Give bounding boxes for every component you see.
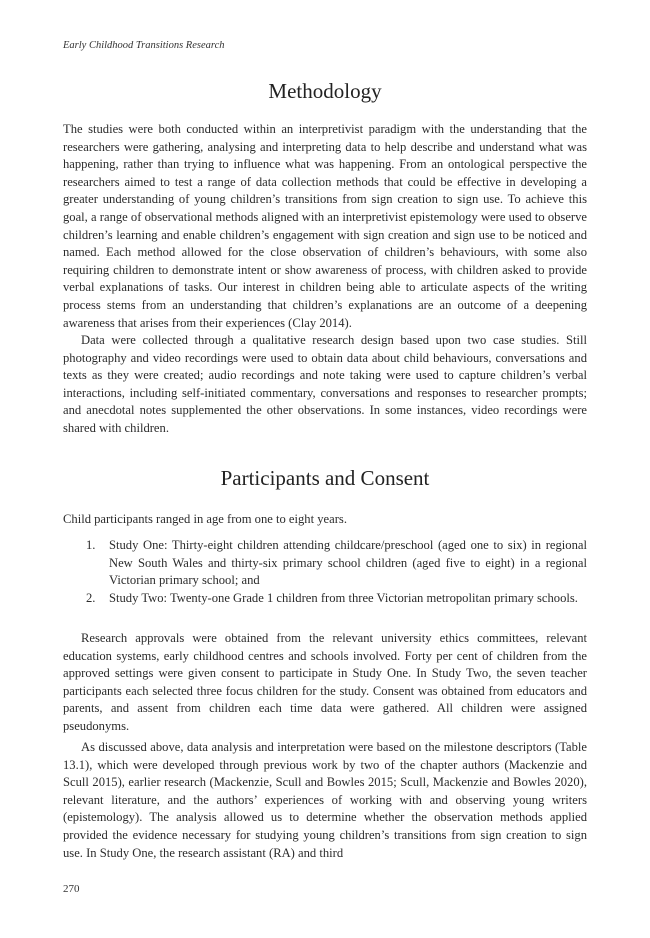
running-head: Early Childhood Transitions Research: [63, 40, 225, 51]
list-item-number: 1.: [86, 538, 96, 552]
list-item-text: Study One: Thirty-eight children attending childcare/preschool (aged one to six) in regional New South Wales and thirty-six primary school children (aged five to eight) in a regional Victorian primary school; and: [109, 538, 587, 588]
list-item: [63, 537, 587, 590]
methodology-paragraph-1: The studies were both conducted within an interpretivist paradigm with the understanding that the researchers were gathering, analysing and interpreting data to help describe and understand what was happening, rather than trying to influence what was happening. From an ontological perspective the researchers aimed to test a range of data collection methods that could be effective in developing a greater understanding of young children’s transitions from sign creation to sign use. To achieve this goal, a range of observational methods aligned with an interpretivist epistemology were used to observe children’s learning and enable children’s engagement with sign creation and sign use to be noticed and named. Each method allowed for the close observation of children’s behaviours, with some also requiring children to demonstrate intent or show awareness of process, with children asked to provide verbal explanations of tasks. Our interest in children being able to articulate aspects of the writing process stems from an understanding that children’s explanations are an outcome of a deepening awareness that arises from their experiences (Clay 2014).: [63, 122, 587, 330]
section-heading-participants: Participants and Consent: [220, 466, 430, 490]
list-item-number: 2.: [86, 590, 96, 605]
participants-paragraph-1: Research approvals were obtained from the relevant university ethics committees, relevant education systems, early childhood centres and schools involved. Forty per cent of children from the approved settings were given consent to participate in Study One. In Study Two, the seven teacher participants each selected three focus children for the study. Consent was obtained from educators and parents, and assent from children each time data were gathered. All children were assigned pseudonyms.: [63, 631, 587, 733]
page-number: 270: [63, 883, 80, 895]
participants-list: [63, 537, 587, 607]
participants-intro: Child participants ranged in age from one to eight years.: [63, 512, 347, 526]
section-heading-methodology: Methodology: [268, 79, 382, 103]
list-item: [63, 590, 587, 608]
methodology-paragraph-2: Data were collected through a qualitative research design based upon two case studies. Still photography and video recordings were used to obtain data about child behaviours, conversations and texts as they were created; audio recordings and note taking were used to capture children’s verbal interactions, including self-initiated commentary, conversations and responses to researcher prompts; and anecdotal notes supplemented the other observations. In some instances, video recordings were shared with children.: [63, 333, 587, 435]
participants-paragraph-2: As discussed above, data analysis and interpretation were based on the milestone descriptors (Table 13.1), which were developed through previous work by two of the chapter authors (Mackenzie and Scull 2015), earlier research (Mackenzie, Scull and Bowles 2015; Scull, Mackenzie and Bowles 2020), relevant literature, and the authors’ experiences of working with and observing young writers (epistemology). The analysis allowed us to determine whether the observation methods applied provided the evidence necessary for studying young children’s transitions from sign creation to sign use. In Study One, the research assistant (RA) and third: [63, 740, 587, 860]
list-item-text: Study Two: Twenty-one Grade 1 children from three Victorian metropolitan primary schools.: [109, 590, 578, 605]
